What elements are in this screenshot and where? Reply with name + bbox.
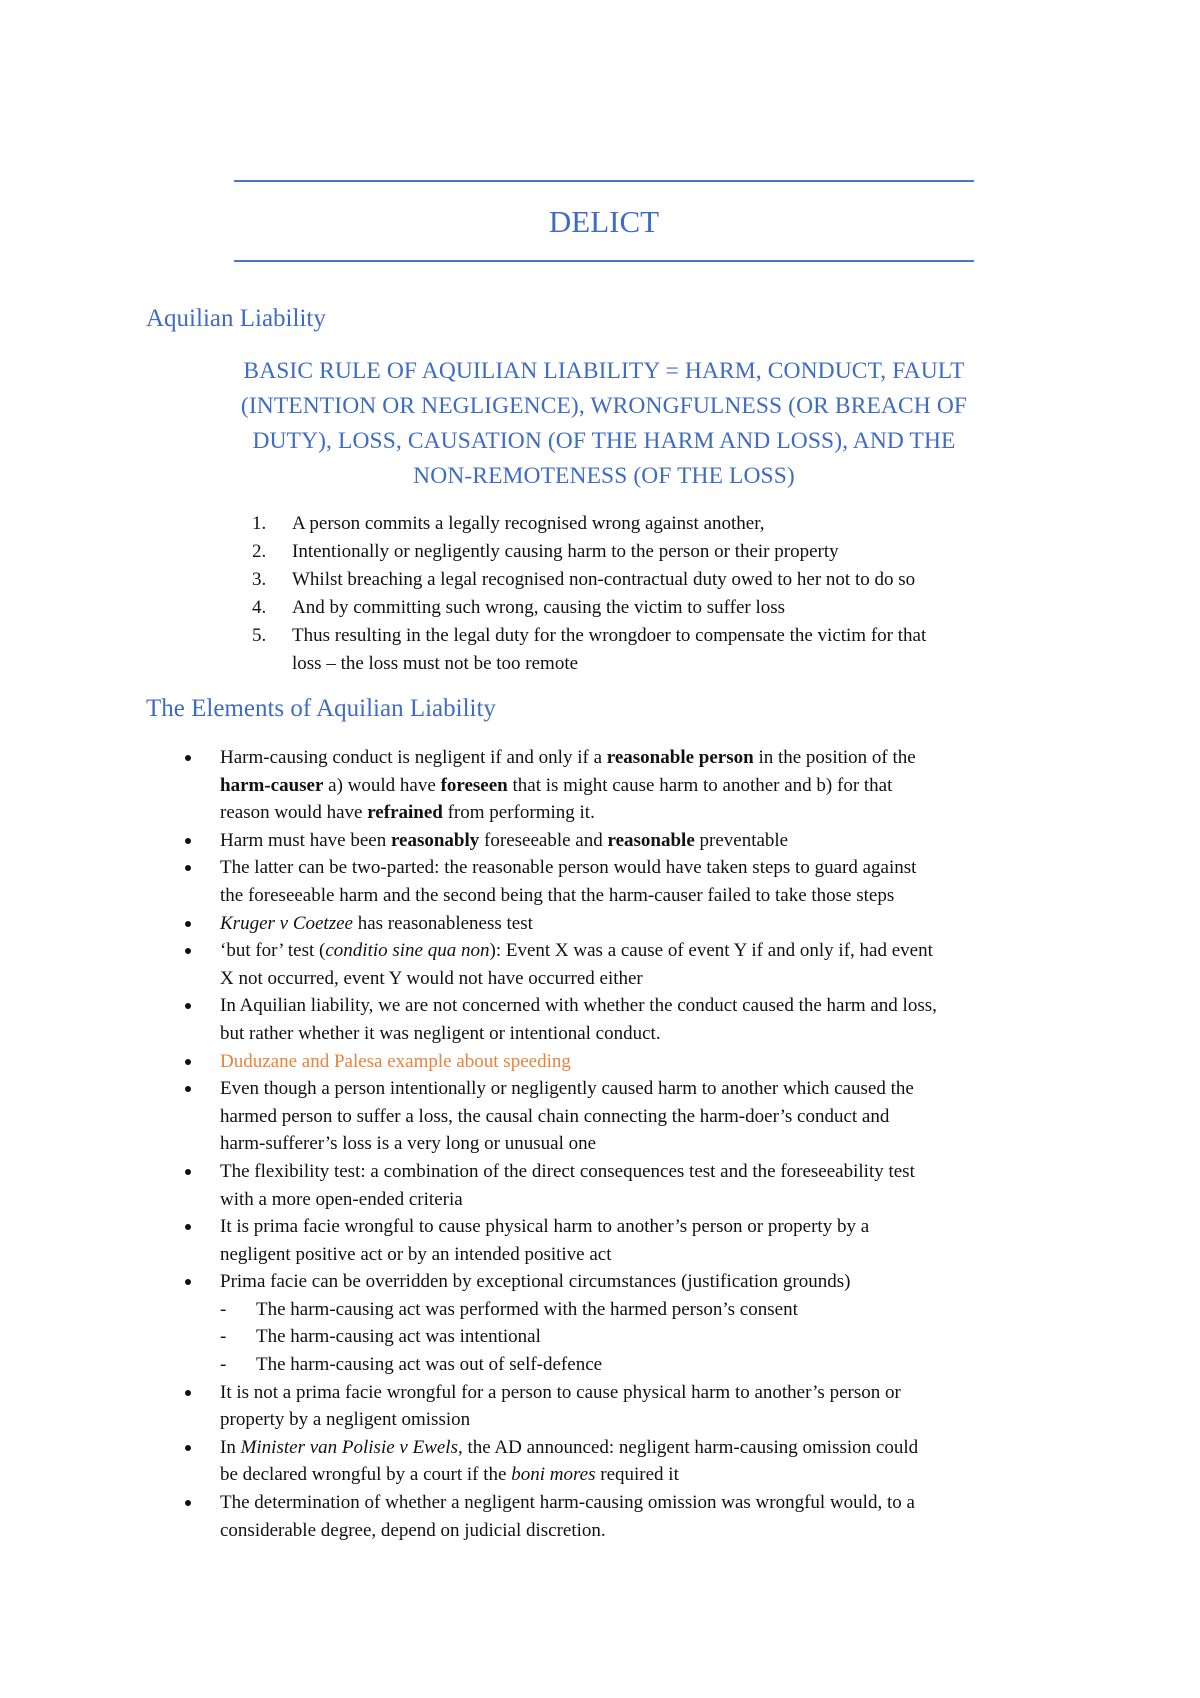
item-text: loss – the loss must not be too remote — [292, 653, 579, 674]
basic-rule-line: BASIC RULE OF AQUILIAN LIABILITY = HARM, CONDUCT, FAULT — [243, 358, 965, 384]
bullet-icon — [185, 1500, 191, 1506]
text: It is prima facie wrongful to cause physical harm to another’s person or property by a — [220, 1216, 870, 1238]
item-number: 5. — [252, 625, 267, 646]
list-item — [160, 910, 1060, 938]
list-item — [160, 744, 1060, 827]
sub-list-item — [220, 1351, 1060, 1379]
bold-text: harm-causer — [220, 774, 324, 796]
italic-text: boni mores — [511, 1464, 596, 1486]
bullet-icon — [185, 1445, 191, 1451]
list-item — [160, 854, 1060, 909]
numbered-list — [160, 510, 1060, 678]
text: Prima facie can be overridden by exceptional circumstances (justification grounds) — [220, 1271, 851, 1293]
text: negligent positive act or by an intended positive act — [220, 1243, 612, 1265]
basic-rule-block — [146, 354, 1062, 494]
text: required it — [595, 1464, 679, 1486]
item-number: 2. — [252, 541, 267, 562]
document-title: DELICT — [548, 204, 660, 239]
text: It is not a prima facie wrongful for a person to cause physical harm to another’s person or — [220, 1381, 901, 1403]
list-item — [160, 937, 1060, 992]
text: with a more open-ended criteria — [220, 1188, 463, 1210]
bullet-icon — [185, 1003, 191, 1009]
list-item — [160, 992, 1060, 1047]
title-rule-bottom — [234, 260, 974, 262]
bullet-icon — [185, 1224, 191, 1230]
dash-icon: - — [220, 1354, 227, 1376]
text: The determination of whether a negligent harm-causing omission was wrongful would, to a — [220, 1492, 915, 1514]
text: harm-sufferer’s loss is a very long or unusual one — [220, 1133, 597, 1155]
text: The flexibility test: a combination of the direct consequences test and the foreseeability test — [220, 1160, 915, 1182]
text: has reasonableness test — [352, 912, 533, 934]
sub-list — [220, 1296, 1060, 1379]
text: reason would have — [220, 802, 368, 824]
text: harmed person to suffer a loss, the causal chain connecting the harm-doer’s conduct and — [220, 1105, 890, 1127]
item-number: 1. — [252, 513, 267, 534]
list-item — [160, 1158, 1060, 1213]
italic-text: conditio sine qua non — [325, 940, 490, 962]
text: In — [220, 1436, 241, 1458]
text: ): Event X was a cause of event Y if and only if, had event — [489, 940, 933, 962]
bold-text: reasonable — [607, 829, 695, 851]
bullet-icon — [185, 948, 191, 954]
list-item — [160, 1434, 1060, 1489]
sub-list-item — [220, 1323, 1060, 1351]
item-text: Thus resulting in the legal duty for the wrongdoer to compensate the victim for that — [292, 625, 927, 646]
highlighted-text: Duduzane and Palesa example about speeding — [220, 1050, 571, 1072]
item-text: A person commits a legally recognised wrong against another, — [292, 513, 765, 534]
case-name: Kruger v Coetzee — [220, 912, 353, 934]
bold-text: refrained — [367, 802, 443, 824]
bullet-icon — [185, 921, 191, 927]
text: Harm must have been — [220, 829, 391, 851]
sub-list-item — [220, 1296, 1060, 1324]
item-text: Whilst breaching a legal recognised non-contractual duty owed to her not to do so — [292, 569, 916, 590]
text: ‘but for’ test ( — [220, 940, 326, 962]
text: that is might cause harm to another and b) for that — [507, 774, 893, 796]
text: , the AD announced: negligent harm-causing omission could — [457, 1436, 919, 1458]
list-item — [160, 1489, 1060, 1544]
text: In Aquilian liability, we are not concerned with whether the conduct caused the harm and loss, — [220, 995, 937, 1017]
text: foreseeable and — [479, 829, 608, 851]
bold-text: reasonable person — [606, 747, 754, 768]
text: be declared wrongful by a court if the — [220, 1464, 512, 1486]
case-name: Minister van Polisie v Ewels — [240, 1436, 458, 1458]
text: The harm-causing act was intentional — [256, 1326, 541, 1348]
list-item — [160, 510, 1060, 538]
list-item — [160, 1268, 1060, 1378]
list-item — [160, 1213, 1060, 1268]
text: X not occurred, event Y would not have occurred either — [220, 967, 643, 989]
title-rule-top — [234, 180, 974, 182]
item-number: 4. — [252, 597, 267, 618]
text: Harm-causing conduct is negligent if and only if a — [220, 747, 607, 768]
item-number: 3. — [252, 569, 267, 590]
bullet-icon — [185, 838, 191, 844]
basic-rule-line: (INTENTION OR NEGLIGENCE), WRONGFULNESS (OR BREACH OF — [240, 393, 968, 419]
bullet-icon — [185, 1390, 191, 1396]
bullet-icon — [185, 865, 191, 871]
text: in the position of the — [753, 747, 916, 768]
bullet-icon — [185, 1059, 191, 1065]
bold-text: foreseen — [440, 774, 508, 796]
item-text: Intentionally or negligently causing harm to the person or their property — [292, 541, 839, 562]
basic-rule-line: DUTY), LOSS, CAUSATION (OF THE HARM AND LOSS), AND THE — [252, 428, 956, 454]
text: the foreseeable harm and the second being that the harm-causer failed to take those steps — [220, 884, 895, 906]
text: Even though a person intentionally or negligently caused harm to another which caused the — [220, 1078, 914, 1100]
list-item — [160, 594, 1060, 622]
list-item — [160, 622, 1060, 678]
text: The latter can be two-parted: the reasonable person would have taken steps to guard against — [220, 857, 917, 879]
text: property by a negligent omission — [220, 1409, 471, 1431]
list-item — [160, 1075, 1060, 1158]
text: The harm-causing act was performed with the harmed person’s consent — [256, 1298, 798, 1320]
text: from performing it. — [442, 802, 595, 824]
list-item — [160, 1379, 1060, 1434]
list-item — [160, 827, 1060, 855]
elements-bullet-list — [160, 744, 1060, 1544]
bullet-icon — [185, 1169, 191, 1175]
list-item — [160, 1048, 1060, 1076]
dash-icon: - — [220, 1298, 227, 1320]
text: a) would have — [323, 774, 441, 796]
dash-icon: - — [220, 1326, 227, 1348]
list-item — [160, 538, 1060, 566]
basic-rule-line: NON-REMOTENESS (OF THE LOSS) — [413, 463, 795, 489]
bullet-icon — [185, 755, 191, 761]
text: but rather whether it was negligent or intentional conduct. — [220, 1022, 661, 1044]
text: considerable degree, depend on judicial discretion. — [220, 1519, 606, 1541]
text: preventable — [694, 829, 789, 851]
heading-elements: The Elements of Aquilian Liability — [146, 695, 496, 722]
item-text: And by committing such wrong, causing the victim to suffer loss — [292, 597, 786, 618]
list-item — [160, 566, 1060, 594]
bold-text: reasonably — [390, 829, 480, 851]
bullet-icon — [185, 1279, 191, 1285]
bullet-icon — [185, 1086, 191, 1092]
heading-aquilian-liability: Aquilian Liability — [146, 305, 326, 332]
text: The harm-causing act was out of self-defence — [256, 1354, 603, 1376]
